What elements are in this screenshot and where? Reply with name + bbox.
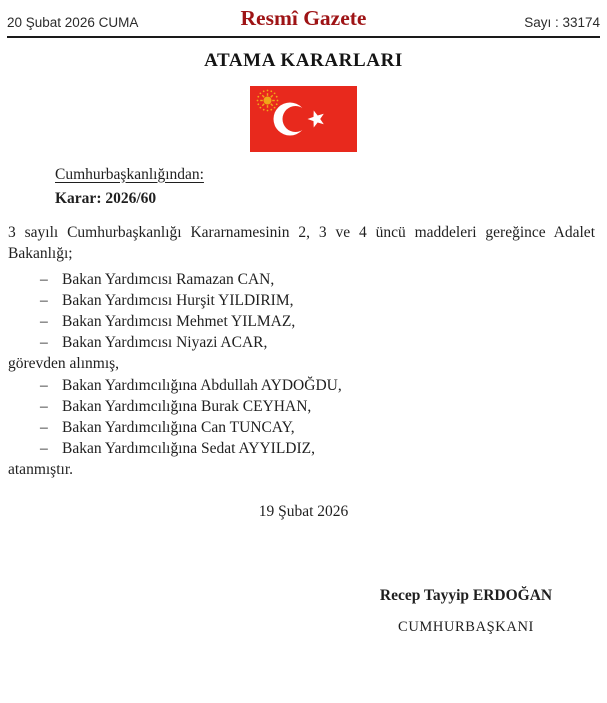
masthead-issue-number: Sayı : 33174 <box>524 14 600 30</box>
dash-marker: – <box>40 440 48 458</box>
list-item-text: Bakan Yardımcılığına Burak CEYHAN, <box>62 397 312 415</box>
dash-marker: – <box>40 270 48 288</box>
dash-marker: – <box>40 312 48 330</box>
list-item <box>40 290 607 311</box>
decision-date: 19 Şubat 2026 <box>258 502 349 520</box>
signature-name: Recep Tayyip ERDOĞAN <box>379 586 553 604</box>
decree-intro-line1: 3 sayılı Cumhurbaşkanlığı Kararnamesinin 2, 3 ve 4 üncü maddeleri gereğince Adalet <box>8 223 595 241</box>
dismissed-list <box>0 269 607 354</box>
decree-intro-line2: Bakanlığı; <box>8 244 73 262</box>
signature-block <box>355 586 577 636</box>
decree-body <box>0 164 607 522</box>
list-item-text: Bakan Yardımcılığına Sedat AYYILDIZ, <box>62 440 315 458</box>
appointed-closing: atanmıştır. <box>8 461 74 479</box>
gazette-title: Resmî Gazete <box>240 6 367 30</box>
decree-intro <box>8 222 595 264</box>
dash-marker: – <box>40 397 48 415</box>
dismissed-closing: görevden alınmış, <box>8 355 120 373</box>
list-item-text: Bakan Yardımcısı Niyazi ACAR, <box>62 334 268 352</box>
appointed-list <box>0 375 607 460</box>
masthead-date: 20 Şubat 2026 CUMA <box>7 14 139 30</box>
list-item-text: Bakan Yardımcısı Mehmet YILMAZ, <box>62 312 296 330</box>
list-item-text: Bakan Yardımcısı Ramazan CAN, <box>62 270 275 288</box>
decree-issuer: Cumhurbaşkanlığından: <box>55 165 204 183</box>
dash-marker: – <box>40 376 48 394</box>
dash-marker: – <box>40 418 48 436</box>
list-item <box>40 269 607 290</box>
list-item <box>40 396 607 417</box>
list-item <box>40 375 607 396</box>
list-item <box>40 311 607 332</box>
list-item <box>40 438 607 459</box>
section-title: ATAMA KARARLARI <box>204 49 403 71</box>
list-item <box>40 417 607 438</box>
masthead <box>7 0 600 38</box>
dash-marker: – <box>40 334 48 352</box>
list-item-text: Bakan Yardımcısı Hurşit YILDIRIM, <box>62 291 294 309</box>
list-item <box>40 332 607 353</box>
dash-marker: – <box>40 291 48 309</box>
list-item-text: Bakan Yardımcılığına Abdullah AYDOĞDU, <box>62 376 342 394</box>
decree-number: Karar: 2026/60 <box>55 189 157 207</box>
flag-container <box>0 86 607 152</box>
list-item-text: Bakan Yardımcılığına Can TUNCAY, <box>62 418 295 436</box>
signature-title: CUMHURBAŞKANI <box>398 618 534 635</box>
turkish-presidential-flag-icon <box>250 86 357 152</box>
